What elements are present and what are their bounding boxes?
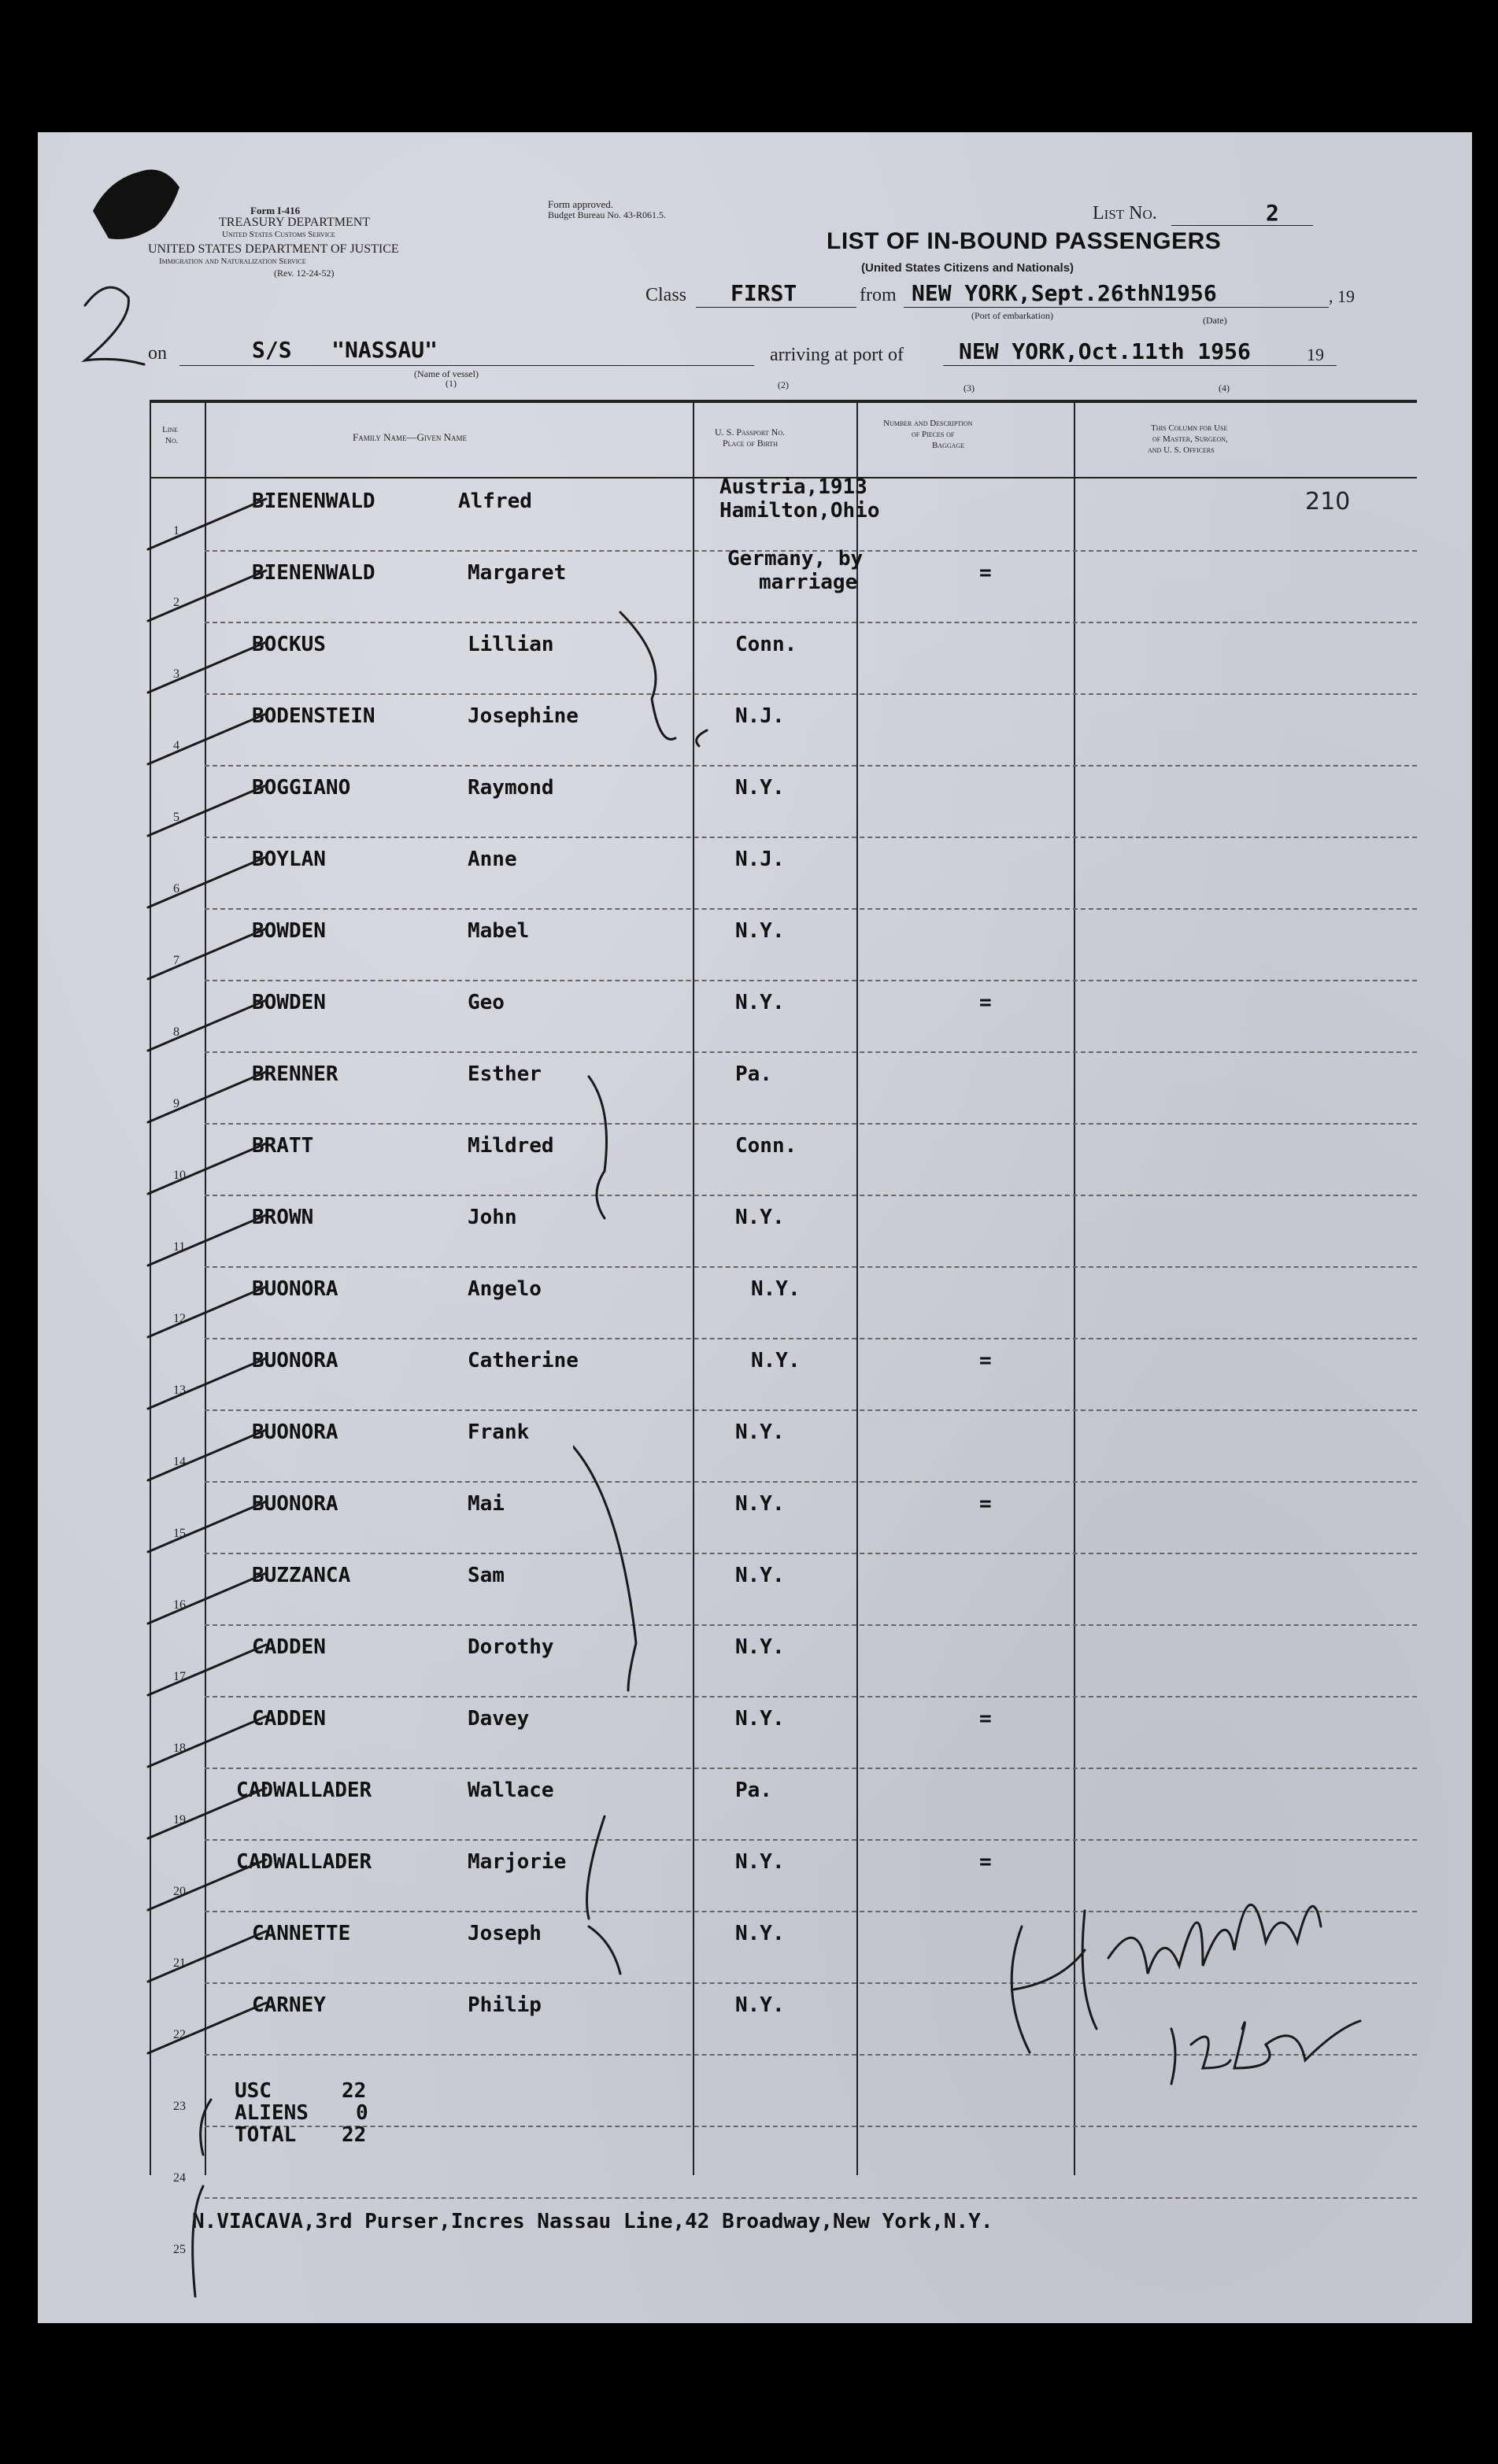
year-1: , 19 — [1329, 286, 1355, 306]
usc-label: USC — [235, 2079, 272, 2103]
given-name: John — [468, 1206, 517, 1229]
check-mark-icon — [140, 924, 282, 987]
place-of-birth: N.Y. — [735, 776, 785, 800]
row-divider — [205, 1195, 1417, 1196]
col-num-4: (4) — [1219, 382, 1230, 393]
from-label: from — [860, 285, 897, 305]
handwritten-bracket-marks-icon — [573, 478, 731, 2052]
line-number: 11 — [173, 1240, 186, 1254]
given-name: Joseph — [468, 1922, 542, 1945]
header-officers-1: This Column for Use — [1151, 423, 1228, 433]
check-mark-icon — [140, 1139, 282, 1202]
col-num-1: (1) — [446, 378, 457, 389]
officer-note: 210 — [1305, 488, 1351, 515]
line-number: 1 — [173, 524, 179, 537]
place-of-birth: Pa. — [735, 1779, 772, 1802]
family-name: CADDEN — [252, 1635, 326, 1659]
family-name: CADWALLADER — [236, 1850, 372, 1874]
check-mark-icon — [140, 1783, 282, 1846]
arriving-label: arriving at port of — [770, 345, 904, 365]
total-label: TOTAL — [235, 2123, 297, 2147]
place-of-birth: Conn. — [735, 1134, 797, 1158]
place-of-birth: Conn. — [735, 633, 797, 656]
place-of-birth: N.Y. — [735, 991, 785, 1014]
header-line-no-1: Line — [162, 425, 179, 434]
row-divider — [205, 1481, 1417, 1483]
manifest-page — [38, 132, 1472, 2323]
baggage-mark: = — [979, 1707, 992, 1731]
place-of-birth: N.Y. — [735, 919, 785, 943]
given-name: Wallace — [468, 1779, 554, 1802]
header-name: Family Name—Given Name — [353, 431, 467, 443]
header-baggage-3: Baggage — [932, 441, 965, 450]
check-mark-icon — [140, 1354, 282, 1417]
family-name: BOCKUS — [252, 633, 326, 656]
place-of-birth: N.Y. — [735, 1993, 785, 2017]
line-number: 3 — [173, 667, 179, 681]
line-number: 24 — [173, 2171, 186, 2185]
row-divider — [205, 1624, 1417, 1626]
page-title: LIST OF IN-BOUND PASSENGERS — [827, 228, 1222, 254]
line-number: 5 — [173, 811, 179, 824]
handwritten-margin-2-icon — [54, 258, 156, 384]
row-divider — [205, 1696, 1417, 1697]
given-name: Raymond — [468, 776, 554, 800]
line-number: 18 — [173, 1742, 186, 1755]
check-mark-icon — [140, 781, 282, 844]
given-name: Lillian — [468, 633, 554, 656]
line-number: 8 — [173, 1025, 179, 1039]
line-number: 15 — [173, 1527, 186, 1540]
aliens-label: ALIENS — [235, 2101, 309, 2125]
row-divider — [205, 1051, 1417, 1053]
header-line-no-2: No. — [165, 436, 179, 445]
row-divider — [205, 1409, 1417, 1411]
check-mark-icon — [140, 996, 282, 1058]
row-divider — [205, 1338, 1417, 1339]
baggage-mark: = — [979, 1850, 992, 1874]
line-number: 17 — [173, 1670, 186, 1683]
line-number: 10 — [173, 1169, 186, 1182]
check-mark-icon — [140, 1497, 282, 1560]
form-id: Form I-416 — [250, 205, 301, 216]
torn-corner — [93, 164, 187, 250]
family-name: BROWN — [252, 1206, 314, 1229]
place-of-birth: Austria,1913 — [719, 475, 867, 499]
class-label: Class — [645, 285, 687, 305]
header-officers-3: and U. S. Officers — [1148, 445, 1215, 455]
place-of-birth: N.Y. — [735, 1420, 785, 1444]
family-name: BOWDEN — [252, 919, 326, 943]
row-divider — [205, 837, 1417, 838]
place-of-birth: N.Y. — [735, 1922, 785, 1945]
check-mark-icon — [140, 1067, 282, 1130]
place-of-birth: N.Y. — [735, 1564, 785, 1587]
baggage-mark: = — [979, 991, 992, 1014]
vessel-label: (Name of vessel) — [414, 368, 479, 379]
header-passport-2: Place of Birth — [723, 438, 778, 449]
line-number: 6 — [173, 882, 179, 896]
given-name: Sam — [468, 1564, 505, 1587]
given-name: Dorothy — [468, 1635, 554, 1659]
arriving-value: NEW YORK,Oct.11th 1956 — [959, 338, 1251, 364]
line-number: 13 — [173, 1383, 186, 1397]
check-mark-icon — [140, 1712, 282, 1775]
family-name: BRATT — [252, 1134, 314, 1158]
header-passport-1: U. S. Passport No. — [715, 427, 786, 438]
family-name: BUONORA — [252, 1349, 338, 1372]
usc-value: 22 — [342, 2079, 367, 2103]
row-divider — [205, 2126, 1417, 2127]
line-number: 20 — [173, 1885, 186, 1898]
place-of-birth: N.Y. — [735, 1492, 785, 1516]
line-number: 22 — [173, 2028, 186, 2041]
place-of-birth-line2: Hamilton,Ohio — [719, 499, 880, 523]
budget-bureau: Budget Bureau No. 43-R061.5. — [548, 209, 666, 220]
line-number: 4 — [173, 739, 179, 752]
check-mark-icon — [140, 494, 282, 557]
given-name: Angelo — [468, 1277, 542, 1301]
family-name: BODENSTEIN — [252, 704, 375, 728]
family-name: BUONORA — [252, 1492, 338, 1516]
line-number: 25 — [173, 2243, 186, 2256]
check-mark-icon — [140, 566, 282, 629]
check-mark-icon — [140, 1927, 282, 1989]
family-name: BOYLAN — [252, 848, 326, 871]
place-of-birth: N.Y. — [735, 1206, 785, 1229]
purser-footer: N.VIACAVA,3rd Purser,Incres Nassau Line,42 Broadway,New York,N.Y. — [192, 2210, 993, 2233]
family-name: CARNEY — [252, 1993, 326, 2017]
total-value: 22 — [342, 2123, 367, 2147]
ins-service: Immigration and Naturalization Service — [159, 257, 306, 266]
place-of-birth: N.Y. — [751, 1349, 801, 1372]
signature-icon — [967, 1832, 1376, 2092]
vessel-value: S/S "NASSAU" — [252, 337, 438, 363]
family-name: CANNETTE — [252, 1922, 351, 1945]
col-num-2: (2) — [778, 379, 789, 390]
place-of-birth-line2: marriage — [759, 571, 858, 594]
baggage-mark: = — [979, 1349, 992, 1372]
form-approved: Form approved. — [548, 198, 614, 210]
class-value: FIRST — [731, 280, 797, 306]
row-divider — [205, 622, 1417, 623]
row-divider — [205, 1266, 1417, 1268]
list-no-value: 2 — [1266, 200, 1279, 226]
check-mark-icon — [140, 709, 282, 772]
check-mark-icon — [140, 1640, 282, 1703]
treasury-dept: TREASURY DEPARTMENT — [219, 216, 371, 229]
place-of-birth: N.Y. — [735, 1707, 785, 1731]
family-name: BIENENWALD — [252, 561, 375, 585]
header-officers-2: of Master, Surgeon, — [1152, 434, 1228, 444]
given-name: Philip — [468, 1993, 542, 2017]
given-name: Anne — [468, 848, 517, 871]
given-name: Geo — [468, 991, 505, 1014]
given-name: Davey — [468, 1707, 530, 1731]
check-mark-icon — [140, 1855, 282, 1918]
given-name: Catherine — [468, 1349, 579, 1372]
check-mark-icon — [140, 1425, 282, 1488]
place-of-birth: Pa. — [735, 1062, 772, 1086]
row-divider — [205, 908, 1417, 910]
place-of-birth: N.Y. — [735, 1850, 785, 1874]
family-name: BUONORA — [252, 1420, 338, 1444]
check-mark-icon — [140, 637, 282, 700]
margin-bracket-icon — [179, 2092, 242, 2304]
place-of-birth: N.Y. — [751, 1277, 801, 1301]
line-number: 23 — [173, 2100, 186, 2113]
table-top-border — [150, 400, 1417, 403]
col-num-3: (3) — [964, 382, 975, 393]
line-number: 14 — [173, 1455, 186, 1468]
row-divider — [205, 693, 1417, 695]
family-name: BUONORA — [252, 1277, 338, 1301]
given-name: Mildred — [468, 1134, 554, 1158]
place-of-birth: N.J. — [735, 704, 785, 728]
row-divider — [205, 2197, 1417, 2199]
given-name: Frank — [468, 1420, 530, 1444]
given-name: Esther — [468, 1062, 542, 1086]
place-of-birth: N.J. — [735, 848, 785, 871]
line-number: 16 — [173, 1598, 186, 1612]
line-number: 21 — [173, 1956, 186, 1970]
date-label: (Date) — [1203, 315, 1227, 326]
list-no-label: List No. — [1093, 203, 1157, 223]
given-name: Marjorie — [468, 1850, 567, 1874]
customs-service: United States Customs Service — [222, 230, 335, 239]
row-divider — [205, 1768, 1417, 1769]
check-mark-icon — [140, 1568, 282, 1631]
place-of-birth: N.Y. — [735, 1635, 785, 1659]
col-divider-place — [856, 400, 858, 2175]
from-value: NEW YORK,Sept.26thN1956 — [912, 280, 1217, 306]
family-name: BIENENWALD — [252, 489, 375, 513]
on-label: on — [148, 343, 167, 364]
line-number: 7 — [173, 954, 179, 967]
family-name: CADWALLADER — [236, 1779, 372, 1802]
line-number: 12 — [173, 1312, 186, 1325]
given-name: Mai — [468, 1492, 505, 1516]
given-name: Alfred — [458, 489, 532, 513]
row-divider — [205, 980, 1417, 981]
justice-dept: UNITED STATES DEPARTMENT OF JUSTICE — [148, 242, 399, 256]
revision-date: (Rev. 12-24-52) — [274, 268, 335, 279]
given-name: Josephine — [468, 704, 579, 728]
header-baggage-1: Number and Description — [883, 419, 973, 428]
check-mark-icon — [140, 1998, 282, 2061]
family-name: BOGGIANO — [252, 776, 351, 800]
family-name: CADDEN — [252, 1707, 326, 1731]
family-name: BUZZANCA — [252, 1564, 351, 1587]
port-embark-label: (Port of embarkation) — [971, 310, 1053, 321]
line-number: 9 — [173, 1097, 179, 1110]
line-number: 19 — [173, 1813, 186, 1827]
year-2: 19 — [1307, 345, 1324, 364]
header-baggage-2: of Pieces of — [912, 430, 955, 439]
place-of-birth: Germany, by — [727, 547, 864, 571]
given-name: Margaret — [468, 561, 567, 585]
baggage-mark: = — [979, 1492, 992, 1516]
row-divider — [205, 1553, 1417, 1554]
check-mark-icon — [140, 1282, 282, 1345]
given-name: Mabel — [468, 919, 530, 943]
family-name: BOWDEN — [252, 991, 326, 1014]
row-divider — [205, 765, 1417, 767]
family-name: BRENNER — [252, 1062, 338, 1086]
page-subtitle: (United States Citizens and Nationals) — [861, 261, 1074, 275]
row-divider — [205, 1123, 1417, 1125]
check-mark-icon — [140, 1210, 282, 1273]
baggage-mark: = — [979, 561, 992, 585]
check-mark-icon — [140, 852, 282, 915]
line-number: 2 — [173, 596, 179, 609]
aliens-value: 0 — [356, 2101, 368, 2125]
